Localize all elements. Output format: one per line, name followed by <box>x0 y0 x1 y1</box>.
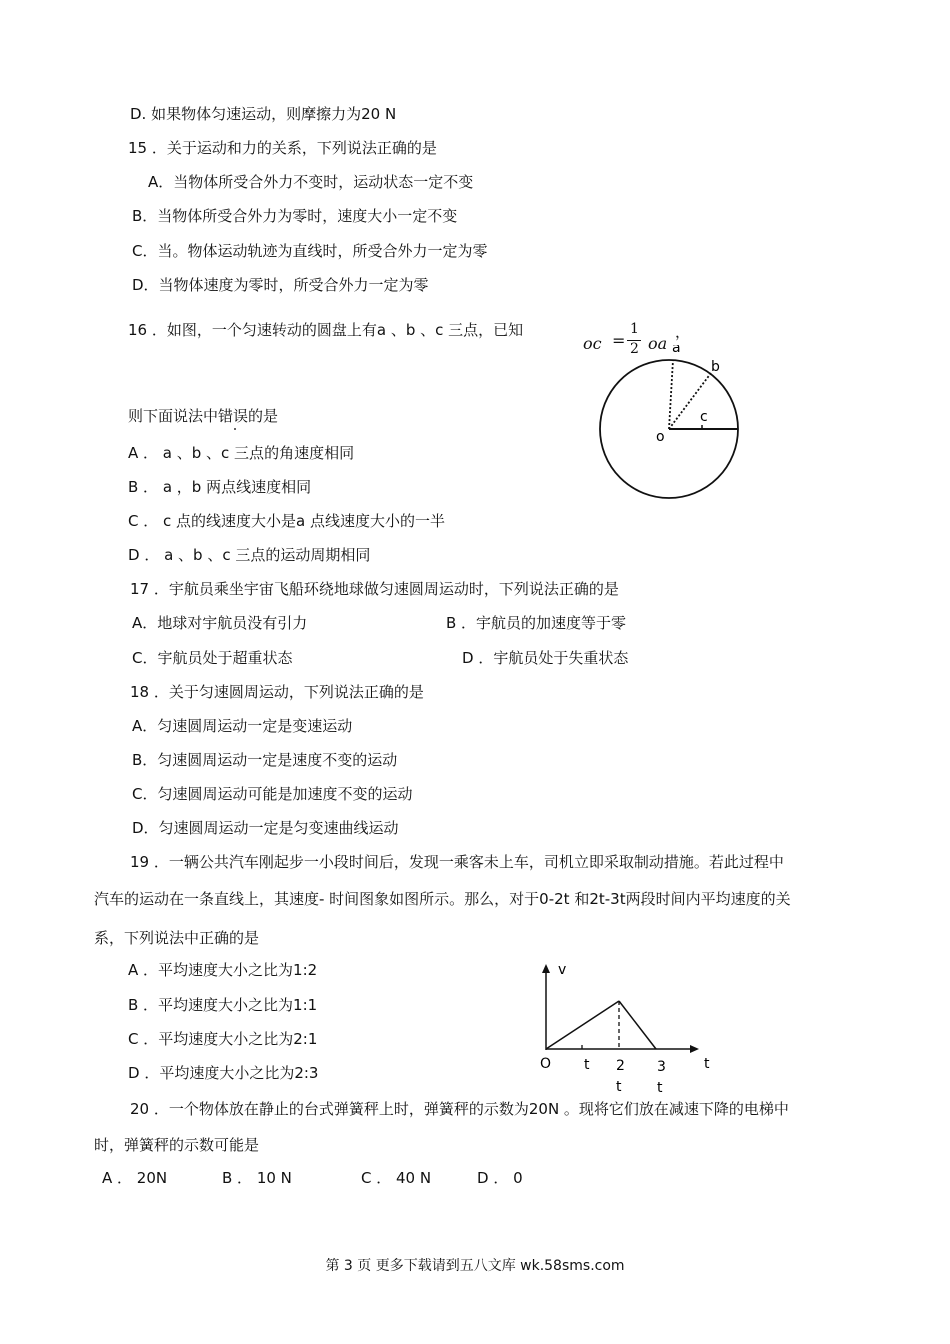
rotating-disk-diagram <box>590 345 750 505</box>
q16-stem-continued: 则下面说法中错误的是 <box>128 407 279 425</box>
q16-formula-right: oa <box>648 334 668 353</box>
q19-option-b: B ．平均速度大小之比为1:1 <box>128 996 318 1014</box>
emphasis-dot <box>234 428 236 430</box>
q18-option-a: A．匀速圆周运动一定是变速运动 <box>132 717 353 735</box>
tick-label-3t-top: 3 <box>657 1059 666 1075</box>
q18-option-b: B．匀速圆周运动一定是速度不变的运动 <box>132 751 398 769</box>
q16-formula-denominator: 2 <box>630 341 639 357</box>
q19-option-a: A ．平均速度大小之比为1:2 <box>128 961 318 979</box>
y-axis-arrow-icon <box>542 964 550 973</box>
graph-origin-label: O <box>540 1056 552 1072</box>
q15-option-c: C．当。物体运动轨迹为直线时，所受合外力一定为零 <box>132 242 488 260</box>
radius-to-a <box>669 360 673 429</box>
q17-option-a: A．地球对宇航员没有引力 <box>132 614 308 632</box>
q20-stem-line2: 时，弹簧秤的示数可能是 <box>94 1136 260 1154</box>
q16-formula-comma: ， <box>675 323 691 341</box>
q16-formula-eq: = <box>612 331 626 350</box>
q19-option-c: C ．平均速度大小之比为2:1 <box>128 1030 318 1048</box>
q20-stem-line1: 20 ．一个物体放在静止的台式弹簧秤上时，弹簧秤的示数为20N 。现将它们放在减速下降的电梯中 <box>130 1100 789 1118</box>
q15-option-d: D．当物体速度为零时，所受合外力一定为零 <box>132 276 429 294</box>
graph-x-label: t <box>704 1056 710 1072</box>
q18-option-d: D．匀速圆周运动一定是匀变速曲线运动 <box>132 819 399 837</box>
q15-option-b: B．当物体所受合外力为零时，速度大小一定不变 <box>132 207 458 225</box>
q17-option-d: D ．宇航员处于失重状态 <box>462 649 629 667</box>
tick-label-2t-top: 2 <box>616 1058 625 1074</box>
q20-option-a: A ． 20N <box>102 1169 168 1187</box>
q15-stem: 15 ．关于运动和力的关系，下列说法正确的是 <box>128 139 437 157</box>
velocity-time-graph <box>532 960 732 1098</box>
q16-option-d: D ． a 、b 、c 三点的运动周期相同 <box>128 546 371 564</box>
acceleration-segment <box>546 1001 619 1049</box>
q18-stem: 18 ．关于匀速圆周运动，下列说法正确的是 <box>130 683 424 701</box>
x-axis-arrow-icon <box>690 1045 699 1053</box>
q20-option-c: C ． 40 N <box>361 1169 432 1187</box>
q16-option-a: A ． a 、b 、c 三点的角速度相同 <box>128 444 355 462</box>
q16-stem: 16 ．如图，一个匀速转动的圆盘上有a 、b 、c 三点，已知 <box>128 321 524 339</box>
q16-option-c: C ． c 点的线速度大小是a 点线速度大小的一半 <box>128 512 445 530</box>
q19-stem-line2: 汽车的运动在一条直线上，其速度- 时间图象如图所示。那么，对于0-2t 和2t-3t两段时间内平均速度的关 <box>94 890 791 908</box>
q19-stem-line3: 系，下列说法中正确的是 <box>94 929 260 947</box>
tick-label-2t-bottom: t <box>616 1079 622 1095</box>
label-c: c <box>700 409 708 425</box>
q17-option-c: C．宇航员处于超重状态 <box>132 649 293 667</box>
tick-label-t: t <box>584 1057 590 1073</box>
q19-option-d: D ．平均速度大小之比为2:3 <box>128 1064 319 1082</box>
deceleration-segment <box>619 1001 656 1049</box>
q17-option-b: B ．宇航员的加速度等于零 <box>446 614 627 632</box>
q15-option-a: A．当物体所受合外力不变时，运动状态一定不变 <box>148 173 474 191</box>
tick-label-3t-bottom: t <box>657 1080 663 1096</box>
label-a: a <box>672 345 681 356</box>
graph-y-label: v <box>558 962 567 978</box>
page-footer: 第 3 页 更多下载请到五八文库 wk.58sms.com <box>325 1258 625 1274</box>
q17-stem: 17 ．宇航员乘坐宇宙飞船环绕地球做匀速圆周运动时，下列说法正确的是 <box>130 580 619 598</box>
q20-option-d: D ． 0 <box>477 1169 523 1187</box>
q16-formula-numerator: 1 <box>630 321 639 337</box>
q18-option-c: C．匀速圆周运动可能是加速度不变的运动 <box>132 785 413 803</box>
q14-option-d: D. 如果物体匀速运动，则摩擦力为20 N <box>130 105 397 123</box>
label-o: o <box>656 429 665 445</box>
q16-option-b: B ． a ，b 两点线速度相同 <box>128 478 312 496</box>
q19-stem-line1: 19 ．一辆公共汽车刚起步一小段时间后，发现一乘客未上车，司机立即采取制动措施。若此过程中 <box>130 853 784 871</box>
q20-option-b: B ． 10 N <box>222 1169 292 1187</box>
label-b: b <box>711 359 720 375</box>
q16-formula-left: oc <box>583 334 602 353</box>
